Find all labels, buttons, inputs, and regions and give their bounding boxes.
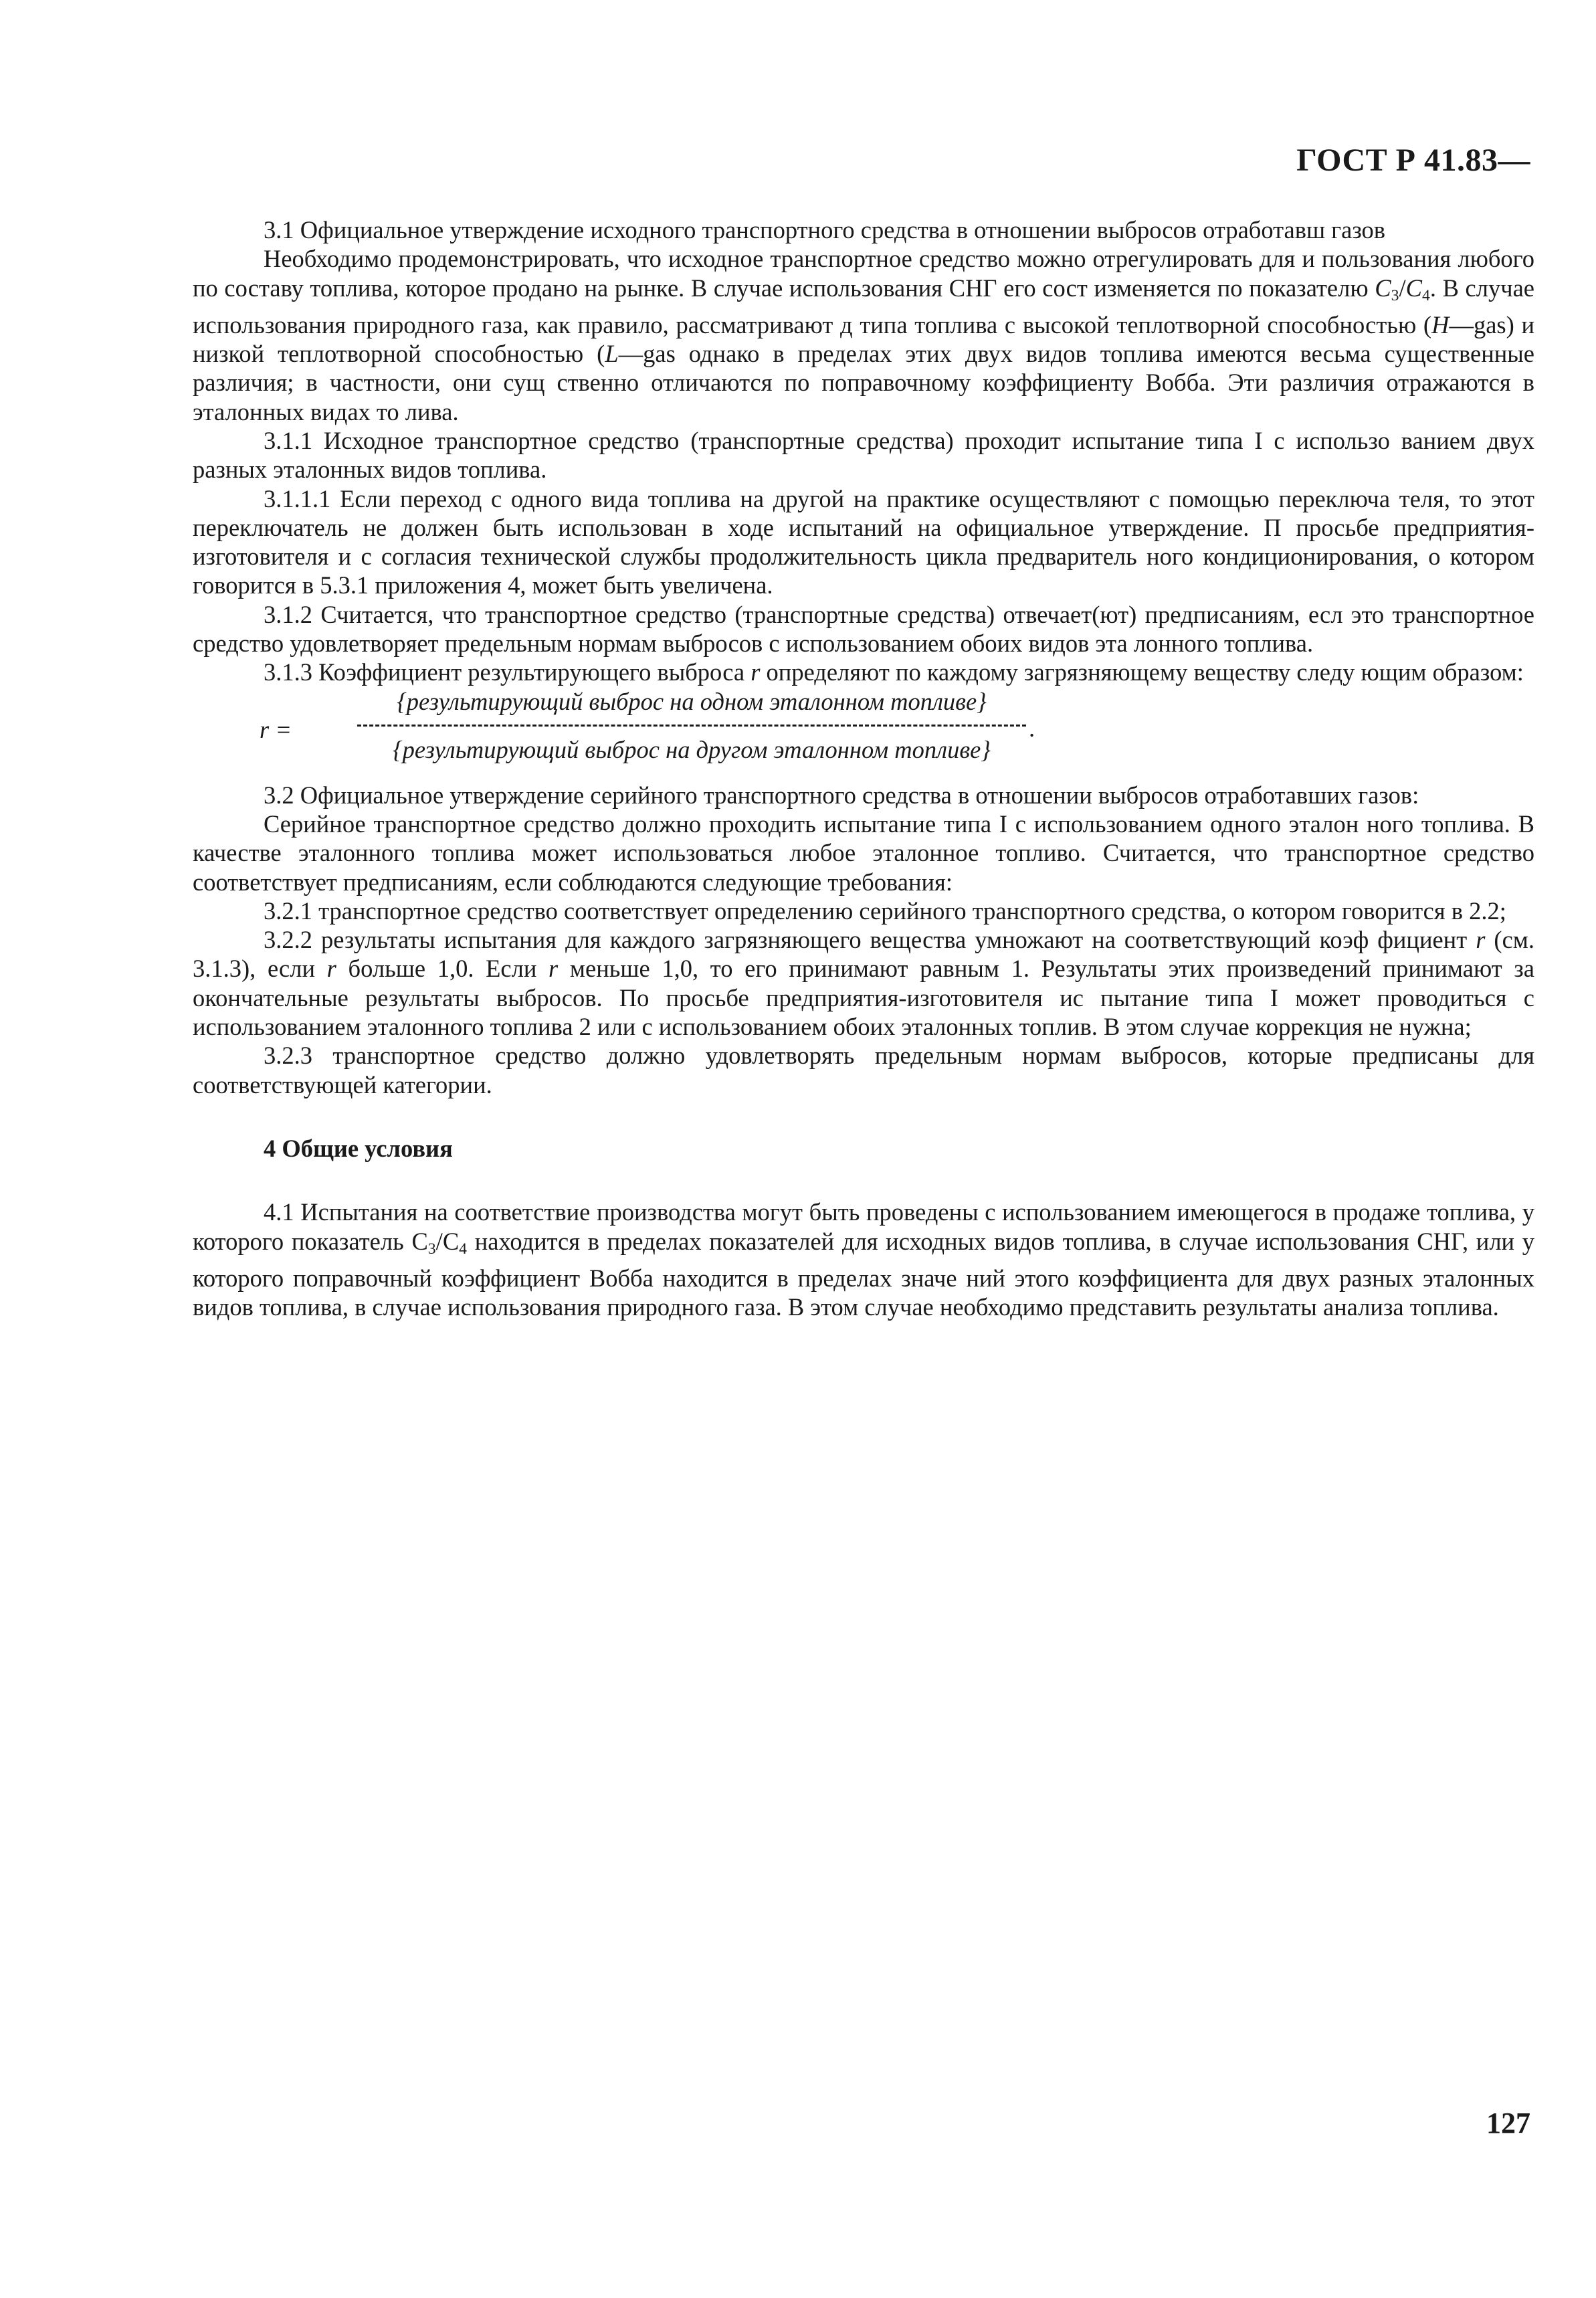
symbol-slash: /	[435, 1227, 443, 1255]
text-fragment: находится в пределах показателей для исходных видов топлива, в случае использования СНГ, или у которого поправочный коэффициент Вобба находится в пределах значе ний этого коэффициента для двух разных эталонных видов топлива, в случае использования природного газа. В этом случае необходимо представить результаты анализа топлива.	[193, 1227, 1535, 1321]
clause-3-2-text: Серийное транспортное средство должно проходить испытание типа I с использованием одного эталон ного топлива. В качестве эталонного топлива может использоваться любое эталонное топливо. Считается, что транспортное средство соответствует предписаниям, если соблюдаются следующие требования:	[193, 809, 1534, 896]
symbol-sub: 4	[459, 1240, 468, 1258]
clause-3-1-1-1: 3.1.1.1 Если переход с одного вида топлива на другой на практике осуществляют с помощью переключа теля, то этот переключатель не должен быть использован в ходе испытаний на официальное утверждение. П просьбе предприятия-изготовителя и с согласия технической службы продолжительность цикла предваритель ного кондиционирования, о котором говорится в 5.3.1 приложения 4, может быть увеличена.	[193, 484, 1534, 599]
text-fragment: больше 1,0. Если	[336, 955, 549, 983]
text-fragment: . В случае использования природного газа, как правило, рассматривают д типа топлива с высокой теплотворной способностью (	[193, 274, 1534, 339]
text-fragment: —gas однако в пределах этих двух видов топлива имеются весьма существенные различия; в частности, они сущ ственно отличаются по поправочному коэффициенту Вобба. Эти различия отражаются в эталонных видах то лива.	[193, 340, 1534, 425]
symbol-c: C	[1405, 274, 1422, 302]
clause-3-2-1: 3.2.1 транспортное средство соответствует определению серийного транспортного средства, о котором говорится в 2.2;	[264, 896, 1506, 925]
symbol-r: r	[751, 658, 761, 686]
clause-3-2-2	[193, 925, 1534, 1041]
clause-3-1-text	[193, 244, 1534, 426]
document-body	[193, 215, 1534, 1321]
text-fragment: 4.1 Испытания на соответствие производства могут быть проведены с использованием имеющегося в продаже топлива, у которого показатель	[193, 1198, 1534, 1255]
symbol-l: L	[605, 340, 619, 368]
formula-r	[193, 687, 1534, 781]
symbol-c: C	[411, 1227, 428, 1255]
symbol-r: r	[548, 955, 559, 983]
clause-3-1: 3.1 Официальное утверждение исходного транспортного средства в отношении выбросов отработавш газов	[264, 216, 1386, 244]
symbol-r: r	[1476, 926, 1486, 954]
text-fragment: —gas) и низкой теплотворной способностью (	[193, 310, 1534, 368]
section-heading-4: 4 Общие условия	[264, 1134, 453, 1162]
document-header: ГОСТ Р 41.83—	[1296, 142, 1530, 178]
clause-3-2-3: 3.2.3 транспортное средство должно удовлетворять предельным нормам выбросов, которые предписаны для соответствующей категории.	[193, 1042, 1534, 1098]
symbol-sub: 4	[1421, 286, 1430, 304]
clause-3-1-3	[193, 658, 1534, 686]
clause-3-1-2: 3.1.2 Считается, что транспортное средство (транспортные средства) отвечает(ют) предписаниям, есл это транспортное средство удовлетворяет предельным нормам выбросов с использованием обоих видов эта лонного топлива.	[193, 600, 1534, 658]
clause-3-2: 3.2 Официальное утверждение серийного транспортного средства в отношении выбросов отработавших газов:	[264, 781, 1419, 809]
text-fragment: 3.2.2 результаты испытания для каждого загрязняющего вещества умножают на соответствующий коэф фициент	[264, 926, 1476, 954]
page-number: 127	[1486, 2107, 1530, 2139]
symbol-h: H	[1431, 310, 1450, 339]
formula-numerator: {результирующий выброс на одном эталонном топливе}	[397, 687, 987, 715]
symbol-c: C	[442, 1227, 460, 1255]
formula-denominator: {результирующий выброс на другом эталонном топливе}	[393, 735, 991, 763]
clause-3-1-1: 3.1.1 Исходное транспортное средство (транспортные средства) проходит испытание типа I с использо ванием двух разных эталонных видов топлива.	[193, 427, 1534, 484]
text-fragment: меньше 1,0, то его принимают равным 1. Результаты этих произведений принимают за окончательные результаты выбросов. По просьбе предприятия-изготовителя ис пытание типа I может проводиться с использованием эталонного топлива 2 или с использованием обоих эталонных топлив. В этом случае коррекция не нужна;	[193, 955, 1535, 1041]
clause-4-1	[193, 1198, 1534, 1321]
symbol-sub: 3	[1391, 286, 1399, 304]
formula-lhs: r =	[260, 715, 292, 743]
symbol-sub: 3	[427, 1240, 436, 1258]
formula-fraction-bar	[357, 725, 1026, 727]
text-fragment: (см. 3.1.3), если	[193, 926, 1534, 983]
text-fragment: определяют по каждому загрязняющему веществу следу ющим образом:	[760, 658, 1524, 686]
text-fragment: Необходимо продемонстрировать, что исходное транспортное средство можно отрегулировать для и пользования любого по составу топлива, которое продано на рынке. В случае использования СНГ его сост изменяется по показателю	[193, 245, 1534, 302]
symbol-r: r	[326, 955, 336, 983]
symbol-c: C	[1375, 274, 1391, 302]
symbol-slash: /	[1399, 274, 1406, 302]
text-fragment: 3.1.3 Коэффициент результирующего выброса	[264, 658, 751, 686]
formula-end: .	[1029, 714, 1035, 742]
